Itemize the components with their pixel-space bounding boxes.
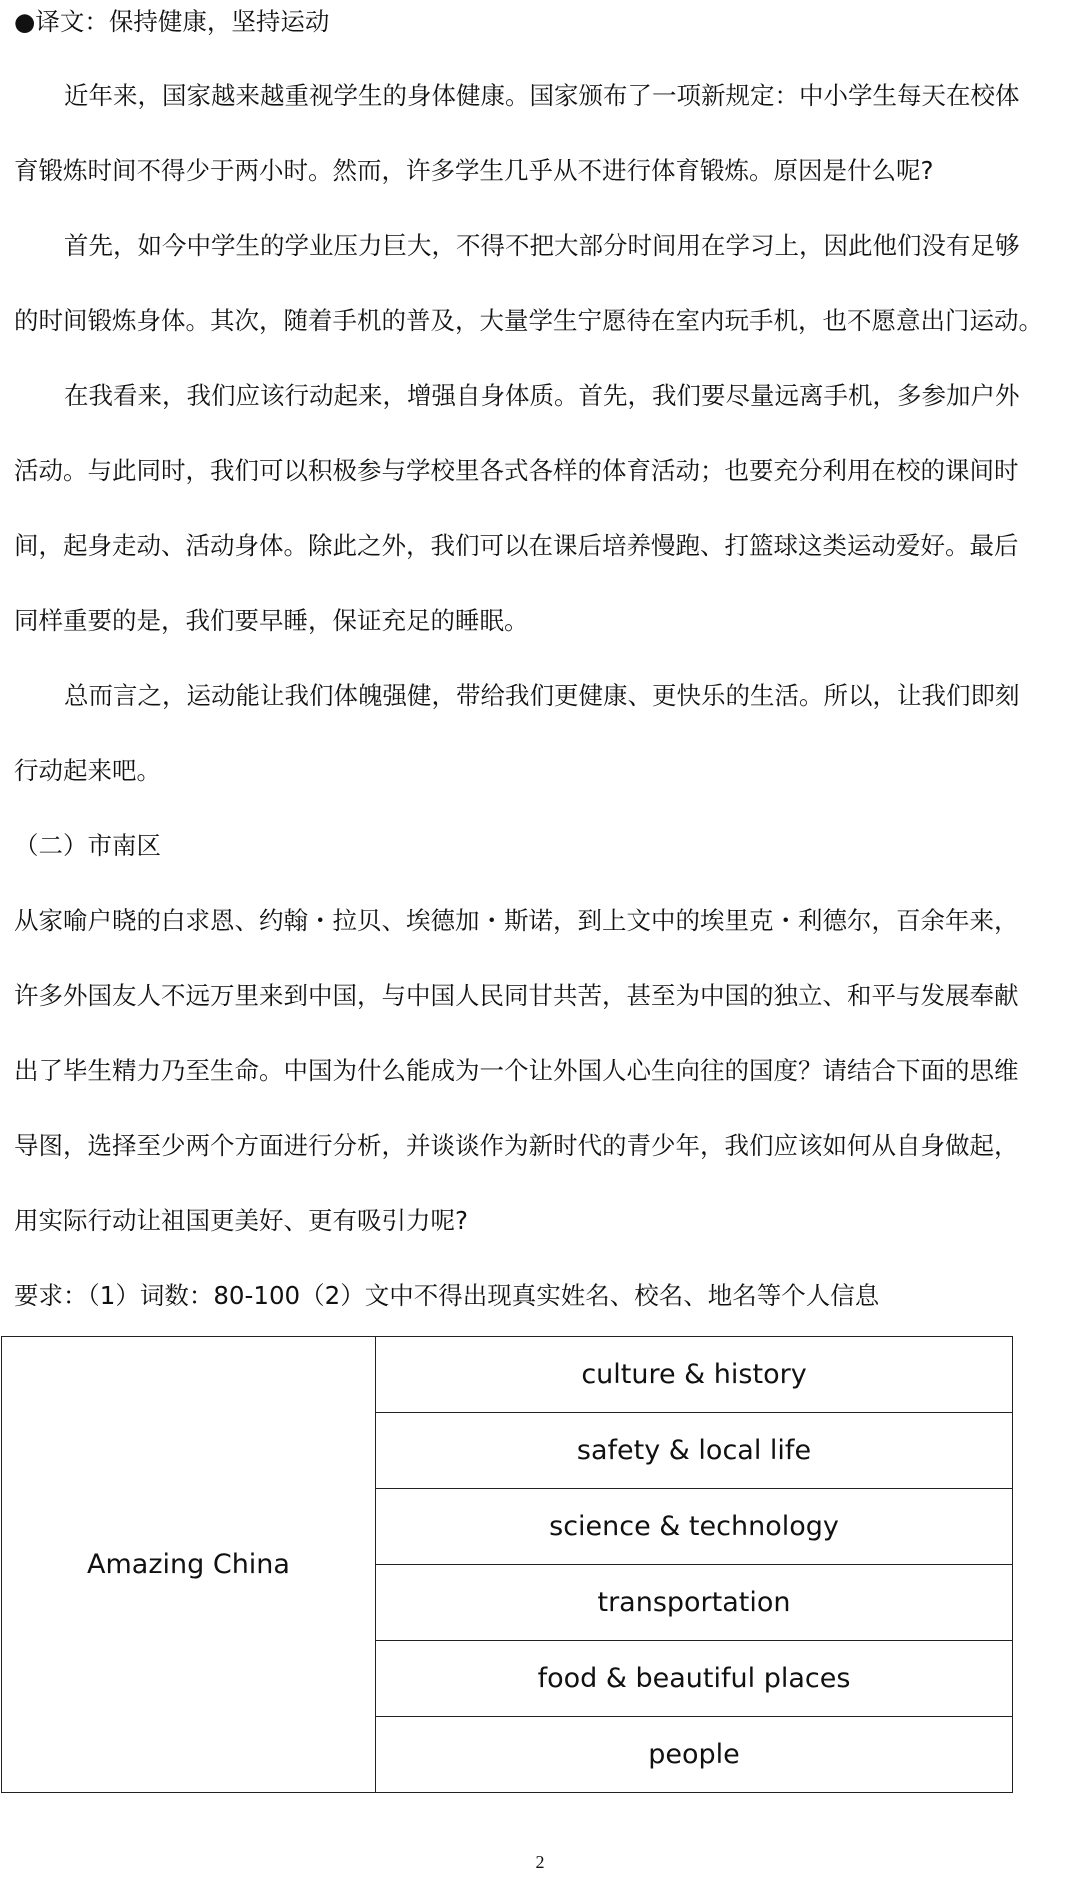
prompt-line: 导图，选择至少两个方面进行分析，并谈谈作为新时代的青少年，我们应该如何从自身做起，: [14, 1131, 1019, 1160]
section-title: （二）市南区: [14, 831, 161, 860]
paragraph-line: 活动。与此同时，我们可以积极参与学校里各式各样的体育活动；也要充分利用在校的课间时: [14, 456, 1019, 485]
paragraph-line: 近年来，国家越来越重视学生的身体健康。国家颁布了一项新规定：中小学生每天在校体: [64, 81, 1020, 110]
paragraph-line: 首先，如今中学生的学业压力巨大，不得不把大部分时间用在学习上，因此他们没有足够: [64, 231, 1020, 260]
mind-map-branch: transportation: [376, 1565, 1013, 1641]
mind-map-center: Amazing China: [2, 1337, 376, 1793]
paragraph-line: 总而言之，运动能让我们体魄强健，带给我们更健康、更快乐的生活。所以，让我们即刻: [64, 681, 1020, 710]
mind-map-branch: science & technology: [376, 1489, 1013, 1565]
mind-map-branch: culture & history: [376, 1337, 1013, 1413]
paragraph-line: 在我看来，我们应该行动起来，增强自身体质。首先，我们要尽量远离手机，多参加户外: [64, 381, 1020, 410]
mind-map-branch: people: [376, 1717, 1013, 1793]
mind-map-branch: food & beautiful places: [376, 1641, 1013, 1717]
table-row: [2, 1337, 1013, 1413]
paragraph-line: 行动起来吧。: [14, 756, 161, 785]
prompt-line: 用实际行动让祖国更美好、更有吸引力呢?: [14, 1206, 469, 1235]
prompt-line: 出了毕生精力乃至生命。中国为什么能成为一个让外国人心生向往的国度？请结合下面的思维: [14, 1056, 1019, 1085]
page-number: 2: [535, 1852, 545, 1872]
mind-map-branch: safety & local life: [376, 1413, 1013, 1489]
mind-map-table: [1, 1336, 1013, 1793]
translation-heading: ●译文：保持健康，坚持运动: [14, 7, 330, 36]
paragraph-line: 同样重要的是，我们要早睡，保证充足的睡眠。: [14, 606, 529, 635]
paragraph-line: 的时间锻炼身体。其次，随着手机的普及，大量学生宁愿待在室内玩手机，也不愿意出门运动。: [14, 306, 1043, 335]
requirement-text: 要求：（1）词数：80-100（2）文中不得出现真实姓名、校名、地名等个人信息: [14, 1281, 880, 1310]
paragraph-line: 育锻炼时间不得少于两小时。然而，许多学生几乎从不进行体育锻炼。原因是什么呢?: [14, 156, 934, 185]
paragraph-line: 间，起身走动、活动身体。除此之外，我们可以在课后培养慢跑、打篮球这类运动爱好。最后: [14, 531, 1019, 560]
prompt-line: 许多外国友人不远万里来到中国，与中国人民同甘共苦，甚至为中国的独立、和平与发展奉献: [14, 981, 1019, 1010]
prompt-line: 从家喻户晓的白求恩、约翰・拉贝、埃德加・斯诺，到上文中的埃里克・利德尔，百余年来，: [14, 906, 1019, 935]
